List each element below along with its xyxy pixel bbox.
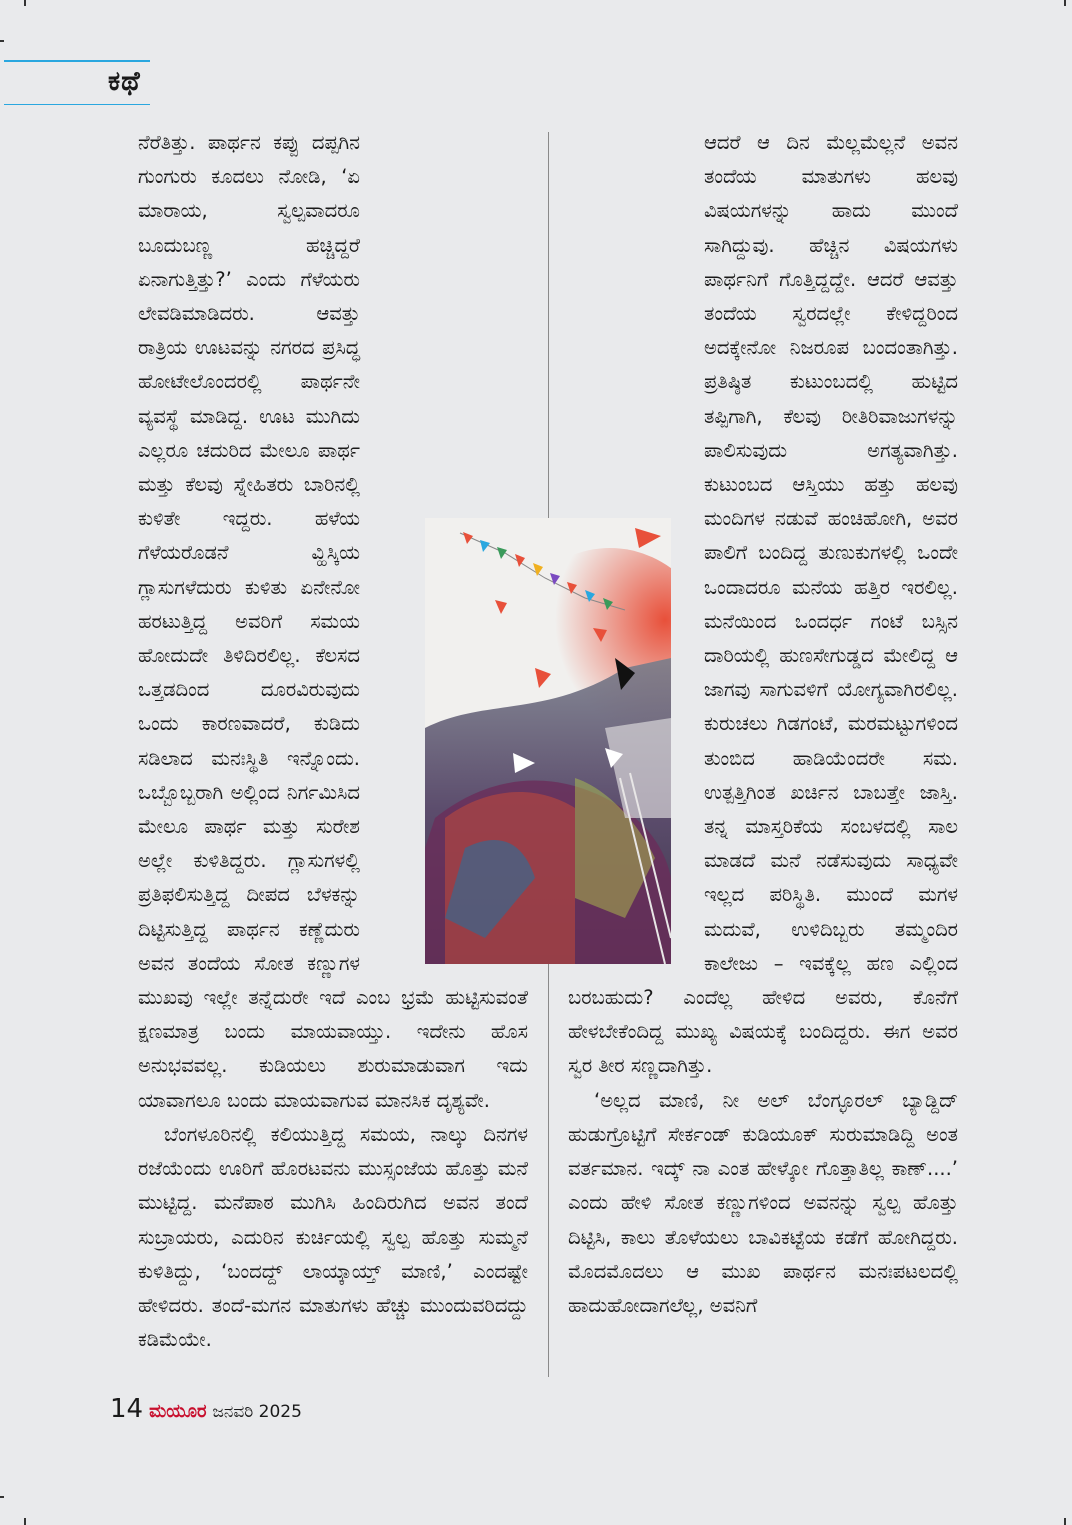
paragraph: ನೆರೆತಿತ್ತು. ಪಾರ್ಥನ ಕಪ್ಪು ದಪ್ಪಗಿನ ಗುಂಗುರು ಕೂದಲು ನೋಡಿ, ‘ಏ ಮಾರಾಯ, ಸ್ವಲ್ಪವಾದರೂ ಬೂದುಬಣ್ಣ ಹಚ್ಚಿದ್ದರೆ ಏನಾಗುತ್ತಿತ್ತು?’ ಎಂದು ಗೆಳೆಯರು ಲೇವಡಿಮಾಡಿದರು. ಆವತ್ತು ರಾತ್ರಿಯ ಊಟವನ್ನು ನಗರದ ಪ್ರಸಿದ್ಧ ಹೋಟೇಲೊಂದರಲ್ಲಿ ಪಾರ್ಥನೇ ವ್ಯವಸ್ಥೆ ಮಾಡಿದ್ದ. ಊಟ ಮುಗಿದು ಎಲ್ಲರೂ ಚದುರಿದ ಮೇಲೂ ಪಾರ್ಥ ಮತ್ತು ಕೆಲವು ಸ್ನೇಹಿತರು ಬಾರಿನಲ್ಲಿ ಕುಳಿತೇ ಇದ್ದರು. ಹಳೆಯ ಗೆಳೆಯರೊಡನೆ ವ್ಹಿಸ್ಕಿಯ ಗ್ಲಾಸುಗಳೆದುರು ಕುಳಿತು ಏನೇನೋ ಹರಟುತ್ತಿದ್ದ ಅವರಿಗೆ ಸಮಯ ಹೋದುದೇ ತಿಳಿದಿರಲಿಲ್ಲ. ಕೆಲಸದ ಒತ್ತಡದಿಂದ ದೂರವಿರುವುದು ಒಂದು ಕಾರಣವಾದರೆ, ಕುಡಿದು ಸಡಿಲಾದ ಮನಃಸ್ಥಿತಿ ಇನ್ನೊಂದು. ಒಬ್ಬೊಬ್ಬರಾಗಿ ಅಲ್ಲಿಂದ ನಿರ್ಗಮಿಸಿದ ಮೇಲೂ ಪಾರ್ಥ ಮತ್ತು ಸುರೇಶ ಅಲ್ಲೇ ಕುಳಿತಿದ್ದರು. ಗ್ಲಾಸುಗಳಲ್ಲಿ ಪ್ರತಿಫಲಿಸುತ್ತಿದ್ದ ದೀಪದ ಬೆಳಕನ್ನು ದಿಟ್ಟಿಸುತ್ತಿದ್ದ ಪಾರ್ಥನ ಕಣ್ಣೆದುರು ಅವನ ತಂದೆಯ ಸೋತ ಕಣ್ಣುಗಳ ಮುಖವು ಇಲ್ಲೇ ತನ್ನೆದುರೇ ಇದೆ ಎಂಬ ಭ್ರಮೆ ಹುಟ್ಟಿಸುವಂತೆ ಕ್ಷಣಮಾತ್ರ ಬಂದು ಮಾಯವಾಯ್ತು. ಇದೇನು ಹೊಸ ಅನುಭವವಲ್ಲ. ಕುಡಿಯಲು ಶುರುಮಾಡುವಾಗ ಇದು ಯಾವಾಗಲೂ ಬಂದು ಮಾಯವಾಗುವ ಮಾನಸಿಕ ದೃಶ್ಯವೇ. [138, 131, 528, 1112]
crop-mark [24, 0, 26, 6]
magazine-logo: ಮಯೂರ [149, 1401, 207, 1422]
crop-mark [0, 40, 4, 42]
paragraph: ‘ಅಲ್ಲದ ಮಾಣಿ, ನೀ ಅಲ್ ಬೆಂಗ್ಳೂರಲ್ ಬ್ಯಾಡ್ದಿದ್ ಹುಡುಗ್ರೊಟ್ಟಿಗೆ ಸೇರ್ಕಂಡ್ ಕುಡಿಯೂಕ್ ಸುರುಮಾಡಿದ್ದಿ ಅಂತ ವರ್ತಮಾನ. ಇದ್ಕ್ ನಾ ಎಂತ ಹೇಳ್ಕೋ ಗೊತ್ತಾತಿಲ್ಲ ಕಾಣ್....’ ಎಂದು ಹೇಳಿ ಸೋತ ಕಣ್ಣುಗಳಿಂದ ಅವನನ್ನು ಸ್ವಲ್ಪ ಹೊತ್ತು ದಿಟ್ಟಿಸಿ, ಕಾಲು ತೊಳೆಯಲು ಬಾವಿಕಟ್ಟೆಯ ಕಡೆಗೆ ಹೋಗಿದ್ದರು. ಮೊದಮೊದಲು ಆ ಮುಖ ಪಾರ್ಥನ ಮನಃಪಟಲದಲ್ಲಿ ಹಾದುಹೋದಾಗಲೆಲ್ಲ, ಅವನಿಗೆ [568, 1088, 958, 1317]
page-footer [110, 1394, 302, 1424]
header-rule-top [4, 60, 150, 62]
story-illustration [425, 518, 671, 964]
paragraph: ಆದರೆ ಆ ದಿನ ಮೆಲ್ಲಮೆಲ್ಲನೆ ಅವನ ತಂದೆಯ ಮಾತುಗಳು ಹಲವು ವಿಷಯಗಳನ್ನು ಹಾದು ಮುಂದೆ ಸಾಗಿದ್ದುವು. ಹೆಚ್ಚಿನ ವಿಷಯಗಳು ಪಾರ್ಥನಿಗೆ ಗೊತ್ತಿದ್ದದ್ದೇ. ಆದರೆ ಆವತ್ತು ತಂದೆಯ ಸ್ವರದಲ್ಲೇ ಕೇಳಿದ್ದರಿಂದ ಅದಕ್ಕೇನೋ ನಿಜರೂಪ ಬಂದಂತಾಗಿತ್ತು. ಪ್ರತಿಷ್ಠಿತ ಕುಟುಂಬದಲ್ಲಿ ಹುಟ್ಟಿದ ತಪ್ಪಿಗಾಗಿ, ಕೆಲವು ರೀತಿರಿವಾಜುಗಳನ್ನು ಪಾಲಿಸುವುದು ಅಗತ್ಯವಾಗಿತ್ತು. ಕುಟುಂಬದ ಆಸ್ತಿಯು ಹತ್ತು ಹಲವು ಮಂದಿಗಳ ನಡುವೆ ಹಂಚಿಹೋಗಿ, ಅವರ ಪಾಲಿಗೆ ಬಂದಿದ್ದ ತುಣುಕುಗಳಲ್ಲಿ ಒಂದೇ ಒಂದಾದರೂ ಮನೆಯ ಹತ್ತಿರ ಇರಲಿಲ್ಲ. ಮನೆಯಿಂದ ಒಂದರ್ಧ ಗಂಟೆ ಬಸ್ಸಿನ ದಾರಿಯಲ್ಲಿ ಹುಣಸೇಗುಡ್ಡದ ಮೇಲಿದ್ದ ಆ ಜಾಗವು ಸಾಗುವಳಿಗೆ ಯೋಗ್ಯವಾಗಿರಲಿಲ್ಲ. ಕುರುಚಲು ಗಿಡಗಂಟೆ, ಮರಮಟ್ಟುಗಳಿಂದ ತುಂಬಿದ ಹಾಡಿಯೆಂದರೇ ಸಮ. ಉತ್ಪತ್ತಿಗಿಂತ ಖರ್ಚಿನ ಬಾಬತ್ತೇ ಜಾಸ್ತಿ. ತನ್ನ ಮಾಸ್ತರಿಕೆಯ ಸಂಬಳದಲ್ಲಿ ಸಾಲ ಮಾಡದೆ ಮನೆ ನಡೆಸುವುದು ಸಾಧ್ಯವೇ ಇಲ್ಲದ ಪರಿಸ್ಥಿತಿ. ಮುಂದೆ ಮಗಳ ಮದುವೆ, ಉಳಿದಿಬ್ಬರು ತಮ್ಮಂದಿರ ಕಾಲೇಜು – ಇವಕ್ಕೆಲ್ಲ ಹಣ ಎಲ್ಲಿಂದ ಬರಬಹುದು? ಎಂದೆಲ್ಲ ಹೇಳಿದ ಅವರು, ಕೊನೆಗೆ ಹೇಳಬೇಕೆಂದಿದ್ದ ಮುಖ್ಯ ವಿಷಯಕ್ಕೆ ಬಂದಿದ್ದರು. ಈಗ ಅವರ ಸ್ವರ ತೀರ ಸಣ್ಣದಾಗಿತ್ತು. [568, 131, 958, 1078]
crop-mark [1064, 0, 1066, 6]
section-title: ಕಥೆ [108, 66, 141, 97]
page-number: 14 [110, 1394, 144, 1424]
crop-mark [24, 1518, 26, 1525]
crop-mark [0, 1496, 4, 1498]
issue-date: ಜನವರಿ 2025 [212, 1402, 302, 1422]
paragraph: ಬೆಂಗಳೂರಿನಲ್ಲಿ ಕಲಿಯುತ್ತಿದ್ದ ಸಮಯ, ನಾಲ್ಕು ದಿನಗಳ ರಜೆಯೆಂದು ಊರಿಗೆ ಹೊರಟವನು ಮುಸ್ಸಂಜೆಯ ಹೊತ್ತು ಮನೆ ಮುಟ್ಟಿದ್ದ. ಮನೆಪಾಠ ಮುಗಿಸಿ ಹಿಂದಿರುಗಿದ ಅವನ ತಂದೆ ಸುಬ್ರಾಯರು, ಎದುರಿನ ಕುರ್ಚಿಯಲ್ಲಿ ಸ್ವಲ್ಪ ಹೊತ್ತು ಸುಮ್ಮನೆ ಕುಳಿತಿದ್ದು, ‘ಬಂದದ್ದ್ ಲಾಯ್ಕಾಯ್ತ್ ಮಾಣಿ,’ ಎಂದಷ್ಟೇ ಹೇಳಿದರು. ತಂದೆ-ಮಗನ ಮಾತುಗಳು ಹೆಚ್ಚು ಮುಂದುವರಿದದ್ದು ಕಡಿಮೆಯೇ. [138, 1122, 528, 1352]
crop-mark [1064, 1518, 1066, 1525]
header-rule-bottom [4, 104, 150, 105]
